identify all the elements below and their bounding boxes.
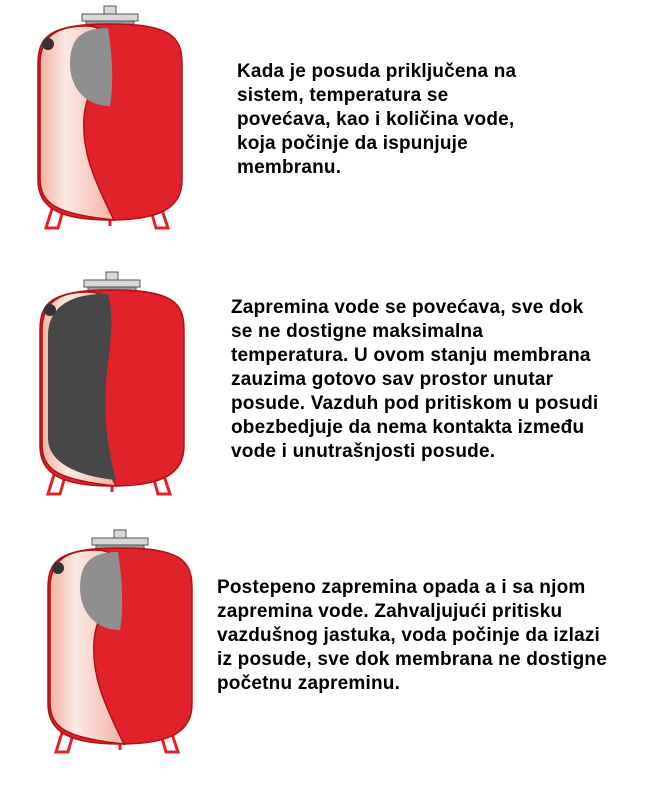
step-2-caption: Zapremina vode se povećava, sve dok se ne dostigne maksimalna temperatura. U ovom stanju membrana zauzima gotovo sav prostor unutar posude. Vazduh pod pritiskom u posudi obezbedjuje da nema kontakta između vode i unutrašnjosti posude. [231,297,599,462]
expansion-vessel-icon [32,266,192,507]
step-3-row [0,524,672,786]
membrane-icon [48,294,116,480]
step-3-caption: Postepeno zapremina opada a i sa njom zapremina vode. Zahvaljujući pritisku vazdušnog jastuka, voda počinje da izlazi iz posude, sve dok membrana ne dostigne početnu zapreminu. [217,577,607,694]
step-1-row [0,0,672,250]
step-1-caption: Kada je posuda priključena na sistem, temperatura se povećava, kao i količina vode, koja počinje da ispunjuje membranu. [237,61,517,178]
valve-cap-icon [92,530,148,550]
step-2-row [0,262,672,507]
expansion-vessel-icon [40,524,200,765]
expansion-vessel-icon [30,0,190,241]
valve-cap-icon [82,6,138,26]
valve-cap-icon [84,272,140,292]
